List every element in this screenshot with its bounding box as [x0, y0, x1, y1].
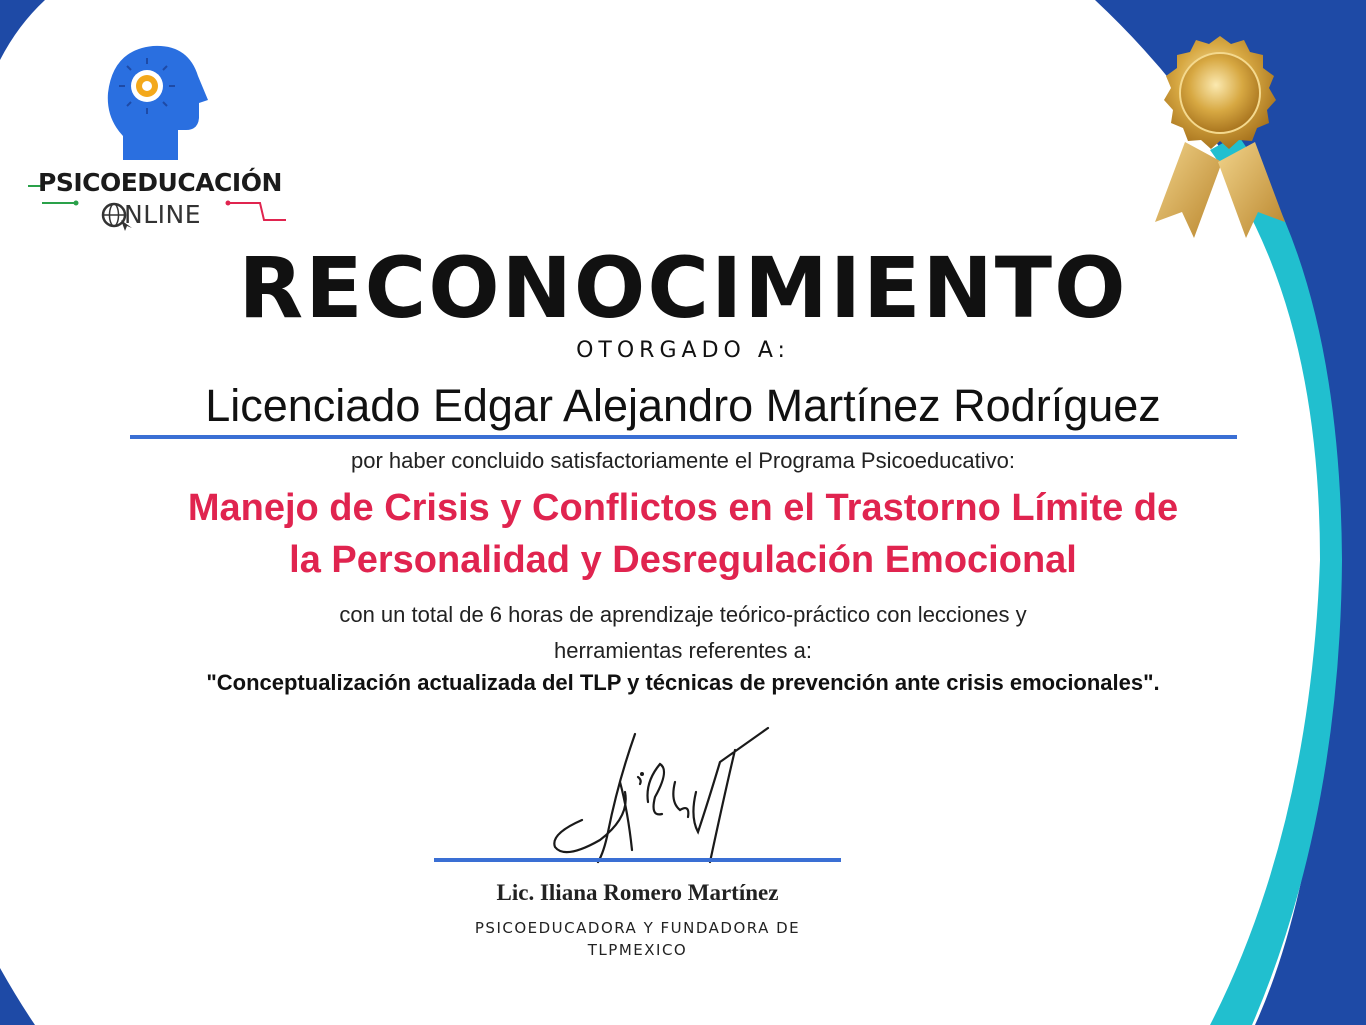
recipient-name: Licenciado Edgar Alejandro Martínez Rodríguez — [205, 380, 1161, 431]
certificate-subtitle: OTORGADO A: — [576, 338, 790, 363]
signature-line — [434, 858, 841, 862]
signatory-name: Lic. Iliana Romero Martínez — [496, 880, 779, 905]
program-topics: "Conceptualización actualizada del TLP y técnicas de prevención ante crisis emocionales". — [206, 670, 1160, 695]
logo — [28, 38, 298, 238]
signatory-role-line2: TLPMEXICO — [587, 941, 688, 959]
signatory-role-line1: PSICOEDUCADORA Y FUNDADORA DE — [474, 919, 801, 937]
recipient-underline — [130, 435, 1237, 439]
program-description — [0, 597, 1366, 669]
logo-wordmark: PSICOEDUCACIÓN — [38, 168, 282, 197]
logo-subtitle: NLINE — [124, 200, 201, 229]
description-line1: con un total de 6 horas de aprendizaje teórico-práctico con lecciones y — [339, 602, 1027, 627]
completion-text: por haber concluido satisfactoriamente el Programa Psicoeducativo: — [350, 448, 1016, 473]
signatory-role — [434, 917, 841, 961]
program-title — [0, 482, 1366, 586]
certificate-title: RECONOCIMIENTO — [238, 239, 1128, 337]
gold-medal-icon — [1130, 22, 1310, 262]
program-title-line1: Manejo de Crisis y Conflictos en el Trastorno Límite de — [187, 487, 1179, 529]
description-line2: herramientas referentes a: — [553, 638, 813, 663]
handwritten-signature — [520, 722, 790, 872]
program-title-line2: la Personalidad y Desregulación Emocional — [289, 539, 1077, 581]
